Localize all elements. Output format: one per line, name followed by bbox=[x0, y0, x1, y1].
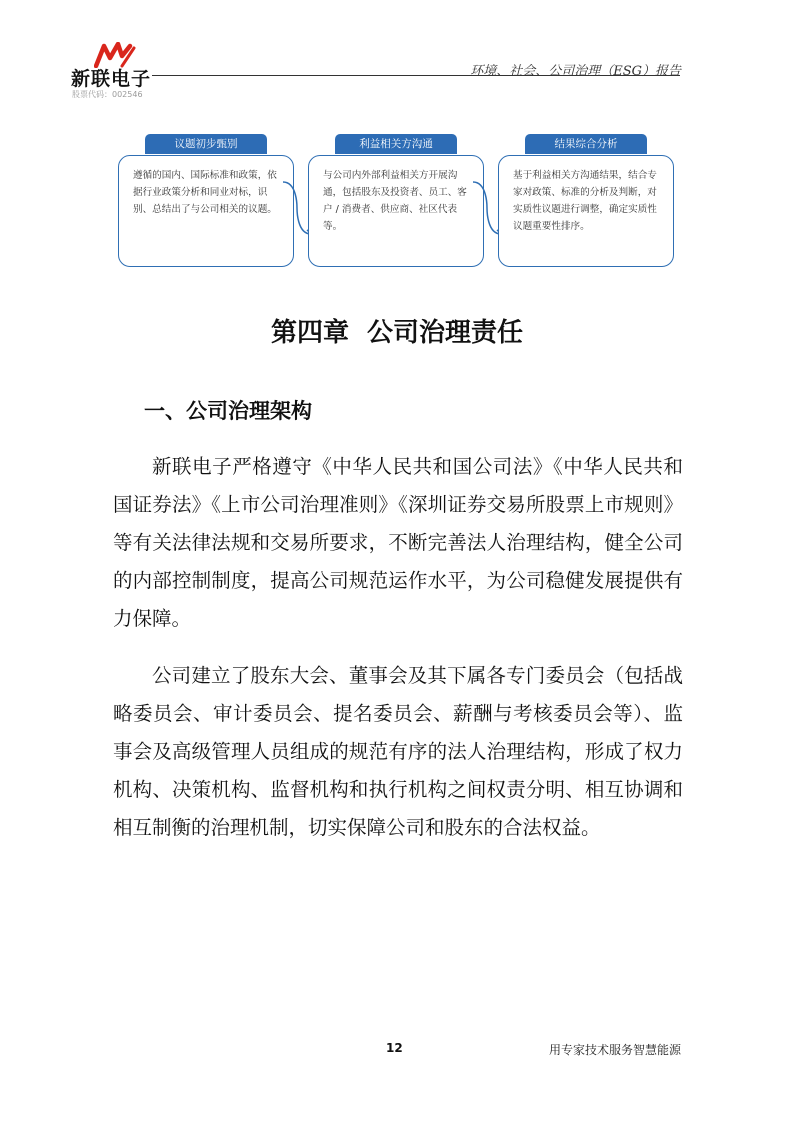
page-number: 12 bbox=[386, 1041, 403, 1055]
section-title: 一、公司治理架构 bbox=[144, 398, 312, 423]
process-step-2 bbox=[308, 138, 484, 267]
process-step-2-text: 与公司内外部利益相关方开展沟通，包括股东及投资者、员工、客户 / 消费者、供应商、社区代表等。 bbox=[323, 170, 467, 232]
body-paragraph-2: 公司建立了股东大会、董事会及其下属各专门委员会（包括战略委员会、审计委员会、提名委员会、薪酬与考核委员会等）、监事会及高级管理人员组成的规范有序的法人治理结构，形成了权力机构、决策机构、监督机构和执行机构之间权责分明、相互协调和相互制衡的治理机制，切实保障公司和股东的合法权益。 bbox=[113, 664, 683, 839]
company-name: 新联电子 bbox=[71, 68, 152, 90]
process-step-3-text: 基于利益相关方沟通结果，结合专家对政策、标准的分析及判断，对实质性议题进行调整，确定实质性议题重要性排序。 bbox=[513, 170, 657, 232]
report-title: 环境、社会、公司治理（ESG）报告 bbox=[470, 64, 681, 79]
process-step-1-text: 遵循的国内、国际标准和政策，依据行业政策分析和同业对标，识别、总结出了与公司相关的议题。 bbox=[133, 170, 277, 215]
chapter-title: 第四章 公司治理责任 bbox=[270, 318, 524, 348]
process-step-1-label: 议题初步甄别 bbox=[145, 134, 267, 154]
footer-slogan: 用专家技术服务智慧能源 bbox=[548, 1043, 681, 1057]
process-step-1 bbox=[118, 138, 294, 267]
process-step-3-label: 结果综合分析 bbox=[525, 134, 647, 154]
body-paragraph-1: 新联电子严格遵守《中华人民共和国公司法》《中华人民共和国证券法》《上市公司治理准则》《深圳证券交易所股票上市规则》等有关法律法规和交易所要求，不断完善法人治理结构，健全公司的内部控制制度，提高公司规范运作水平，为公司稳健发展提供有力保障。 bbox=[113, 455, 683, 630]
process-step-2-label: 利益相关方沟通 bbox=[335, 134, 457, 154]
stock-code: 股票代码：002546 bbox=[72, 90, 143, 99]
process-step-3 bbox=[498, 138, 674, 267]
